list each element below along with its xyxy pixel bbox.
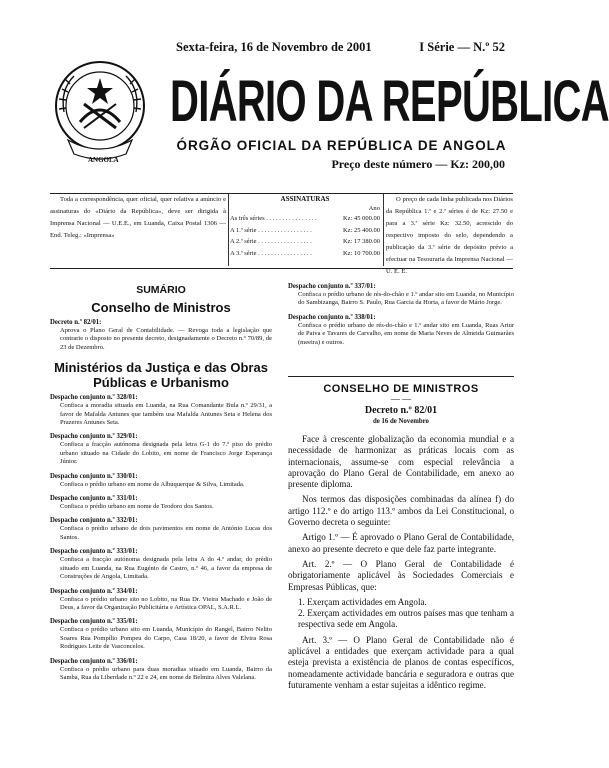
subscription-row: A 2.ª série . . . . . . . . . . . . . . . . . Kz: 17 380.00 xyxy=(230,238,380,245)
correspondence-note: Toda a correspondência, quer oficial, quer relativa a anúncio e assinaturas do «Diário da República», deve ser dirigida à Imprensa Nacional — U.E.E., em Luanda, Caixa Postal 1306 — End. Teleg.: «Imprensa» xyxy=(50,196,226,239)
divider xyxy=(228,194,229,266)
despacho-list-right xyxy=(288,282,514,352)
list-item: Despacho conjunto n.º 336/01: Confisca o prédio urbano para duas moradias situado em Luanda, Bairro da Samba, Rua da Liberdade n.º 22 e 24, em nome de Belmira Alves Valelana. xyxy=(50,657,272,681)
list-item: Despacho conjunto n.º 338/01: Confisca o prédio urbano de rés-do-chão e 1.º andar sito em Luanda, Ruas Artur de Paiva e Tavares de Carvalho, em nome de Maria Neves de Almeida Guimarães (meeira) e outros. xyxy=(288,313,514,346)
divider xyxy=(383,194,384,266)
list-item: Despacho conjunto n.º 329/01: Confisca a fracção autónoma designada pela letra G-1 do 7.º piso do prédio urbano situado na Cidade do Lobito, em nome de Francisco Jorge Esperança Júnior. xyxy=(50,433,272,466)
list-item: Despacho conjunto n.º 330/01: Confisca o prédio urbano em nome de Albuquerque & Silva, Limitada. xyxy=(50,472,245,488)
separator-dash: — — xyxy=(390,394,412,404)
paragraph: Nos termos das disposições combinadas da alínea f) do artigo 112.º e do artigo 113.º ambos da Lei Constitucional, o Governo decreta o seguinte: xyxy=(288,494,514,528)
list-item: Despacho conjunto n.º 331/01: Confisca o prédio urbano em nome de Teodoro dos Santos. xyxy=(50,495,214,511)
header-rule-bottom xyxy=(50,268,513,269)
masthead-title: DIÁRIO DA REPÚBLICA xyxy=(170,69,609,134)
summary-column xyxy=(50,284,272,687)
subscription-row: A 3.ª série . . . . . . . . . . . . . . . . . Kz: 10 700.00 xyxy=(230,249,380,257)
decree-date: de 16 de Novembro xyxy=(373,418,429,425)
emblem-label: ANGOLA xyxy=(88,156,119,164)
masthead-subtitle: ÓRGÃO OFICIAL DA REPÚBLICA DE ANGOLA xyxy=(176,138,507,153)
year-label: Ano xyxy=(368,205,380,212)
list-item: Decreto n.º 82/01: Aprova o Plano Geral de Contabilidade. — Revoga toda a legislação que contrarie o disposto no presente decreto, designadamente o Decreto n.º 70/89, de 23 de Dezembro. xyxy=(50,319,272,351)
national-emblem xyxy=(50,52,150,172)
section-title: CONSELHO DE MINISTROS xyxy=(323,383,479,395)
subscription-row: A 1.ª série . . . . . . . . . . . . . . . . . Kz: 25 400.00 xyxy=(230,226,380,234)
list-item: Despacho conjunto n.º 337/01: Confisca o prédio urbano de rés-do-chão e 1.º andar sito em Luanda, no Município do Sambizanga, Bairro S. Paulo, Rua Garcia da Horta, a favor de Mário Jorge. xyxy=(288,283,514,307)
section-ministerios: Ministérios da Justiça e das Obras Públicas e Urbanismo xyxy=(54,360,268,391)
article-2: Art. 2.º — O Plano Geral de Contabilidade é obrigatoriamente aplicável às Sociedades Comerciais e Empresas Públicas, que: xyxy=(288,558,514,592)
list-item: Despacho conjunto n.º 333/01: Confisca a fracção autónoma designada pela letra A do 4.º andar, do prédio situado em Luanda, na Rua Eugénio de Castro, n.º 46, a favor da empresa de Construções de Angola, Limitada. xyxy=(50,548,272,581)
list-item: Despacho conjunto n.º 332/01: Confisca o prédio urbano de dois pavimentos em nome de António Lucas dos Santos. xyxy=(50,517,272,541)
article-3: Art. 3.º — O Plano Geral de Contabilidade não é aplicável a entidades que exerçam actividade para a qual esteja prevista a existência de planos de contas específicos, nomeadamente actividade bancária e seguradora e outras que futuramente venham a estar sujeitas a idêntico regime. xyxy=(288,634,514,690)
article-1: Artigo 1.º — É aprovado o Plano Geral de Contabilidade, anexo ao presente decreto e que dele faz parte integrante. xyxy=(288,532,514,554)
subscription-row: As três séries . . . . . . . . . . . . . . . . Kz: 45 000.00 xyxy=(230,215,380,222)
issue-price: Preço deste número — Kz: 200,00 xyxy=(331,157,505,171)
list-item: Despacho conjunto n.º 335/01: Confisca o prédio urbano sito em Luanda, Município do Rangel, Bairro Nelito Soares Rua Pompílio Pompeu do Carpo, Casa 18/20, a favor de Elvira Rosa Rodrigues Leite de Vasconcelos. xyxy=(50,618,272,651)
issue-series: I Série — N.º 52 xyxy=(419,40,505,54)
price-per-line-note: O preço de cada linha publicada nos Diários da República 1.ª e 2.ª séries é de Kz: 27.50 e para a 3.ª série Kz: 32.50, acrescido do respectivo imposto do selo, dependendo a publicação da 3.ª série de depósito prévio a efectuar na Tesouraria da Imprensa Nacional — U. E. E. xyxy=(386,196,513,275)
section-conselho: Conselho de Ministros xyxy=(91,300,231,315)
list-item: 2. Exerçam actividades em outros países mas que tenham a respectiva sede em Angola. xyxy=(298,608,514,630)
list-item: Despacho conjunto n.º 328/01: Confisca a moradia situada em Luanda, na Rua Comandante Bula n.º 29/31, a favor de Mafalda Antunes que também usa Mafalda Antunes Seta e Helena dos Prazeres Antunes Seta. xyxy=(50,394,272,427)
issue-date: Sexta-feira, 16 de Novembro de 2001 xyxy=(176,40,372,54)
list-item: 1. Exerçam actividades em Angola. xyxy=(298,596,427,607)
paragraph: Face à crescente globalização da economia mundial e a necessidade de harmonizar as práticas locais com as internacionais, assume-se com especial relevância a aprovação do Plano Geral de Contabilidade, em anexo ao presente diploma. xyxy=(288,434,514,490)
subscriptions-box xyxy=(230,194,380,264)
decree-body xyxy=(288,376,514,695)
section-header xyxy=(288,376,514,426)
summary-heading: SUMÁRIO xyxy=(136,284,186,296)
decree-title: Decreto n.º 82/01 xyxy=(364,405,438,416)
subscriptions-title: ASSINATURAS xyxy=(280,195,330,203)
despacho-list-left xyxy=(50,393,272,682)
list-item: Despacho conjunto n.º 334/01: Confisca o prédio urbano sito no Lobito, na Rua Dr. Vieira Machado e João de Deus, a favor da Organização Publicitária e Artística OPAL, S.A.R.L. xyxy=(50,587,272,611)
